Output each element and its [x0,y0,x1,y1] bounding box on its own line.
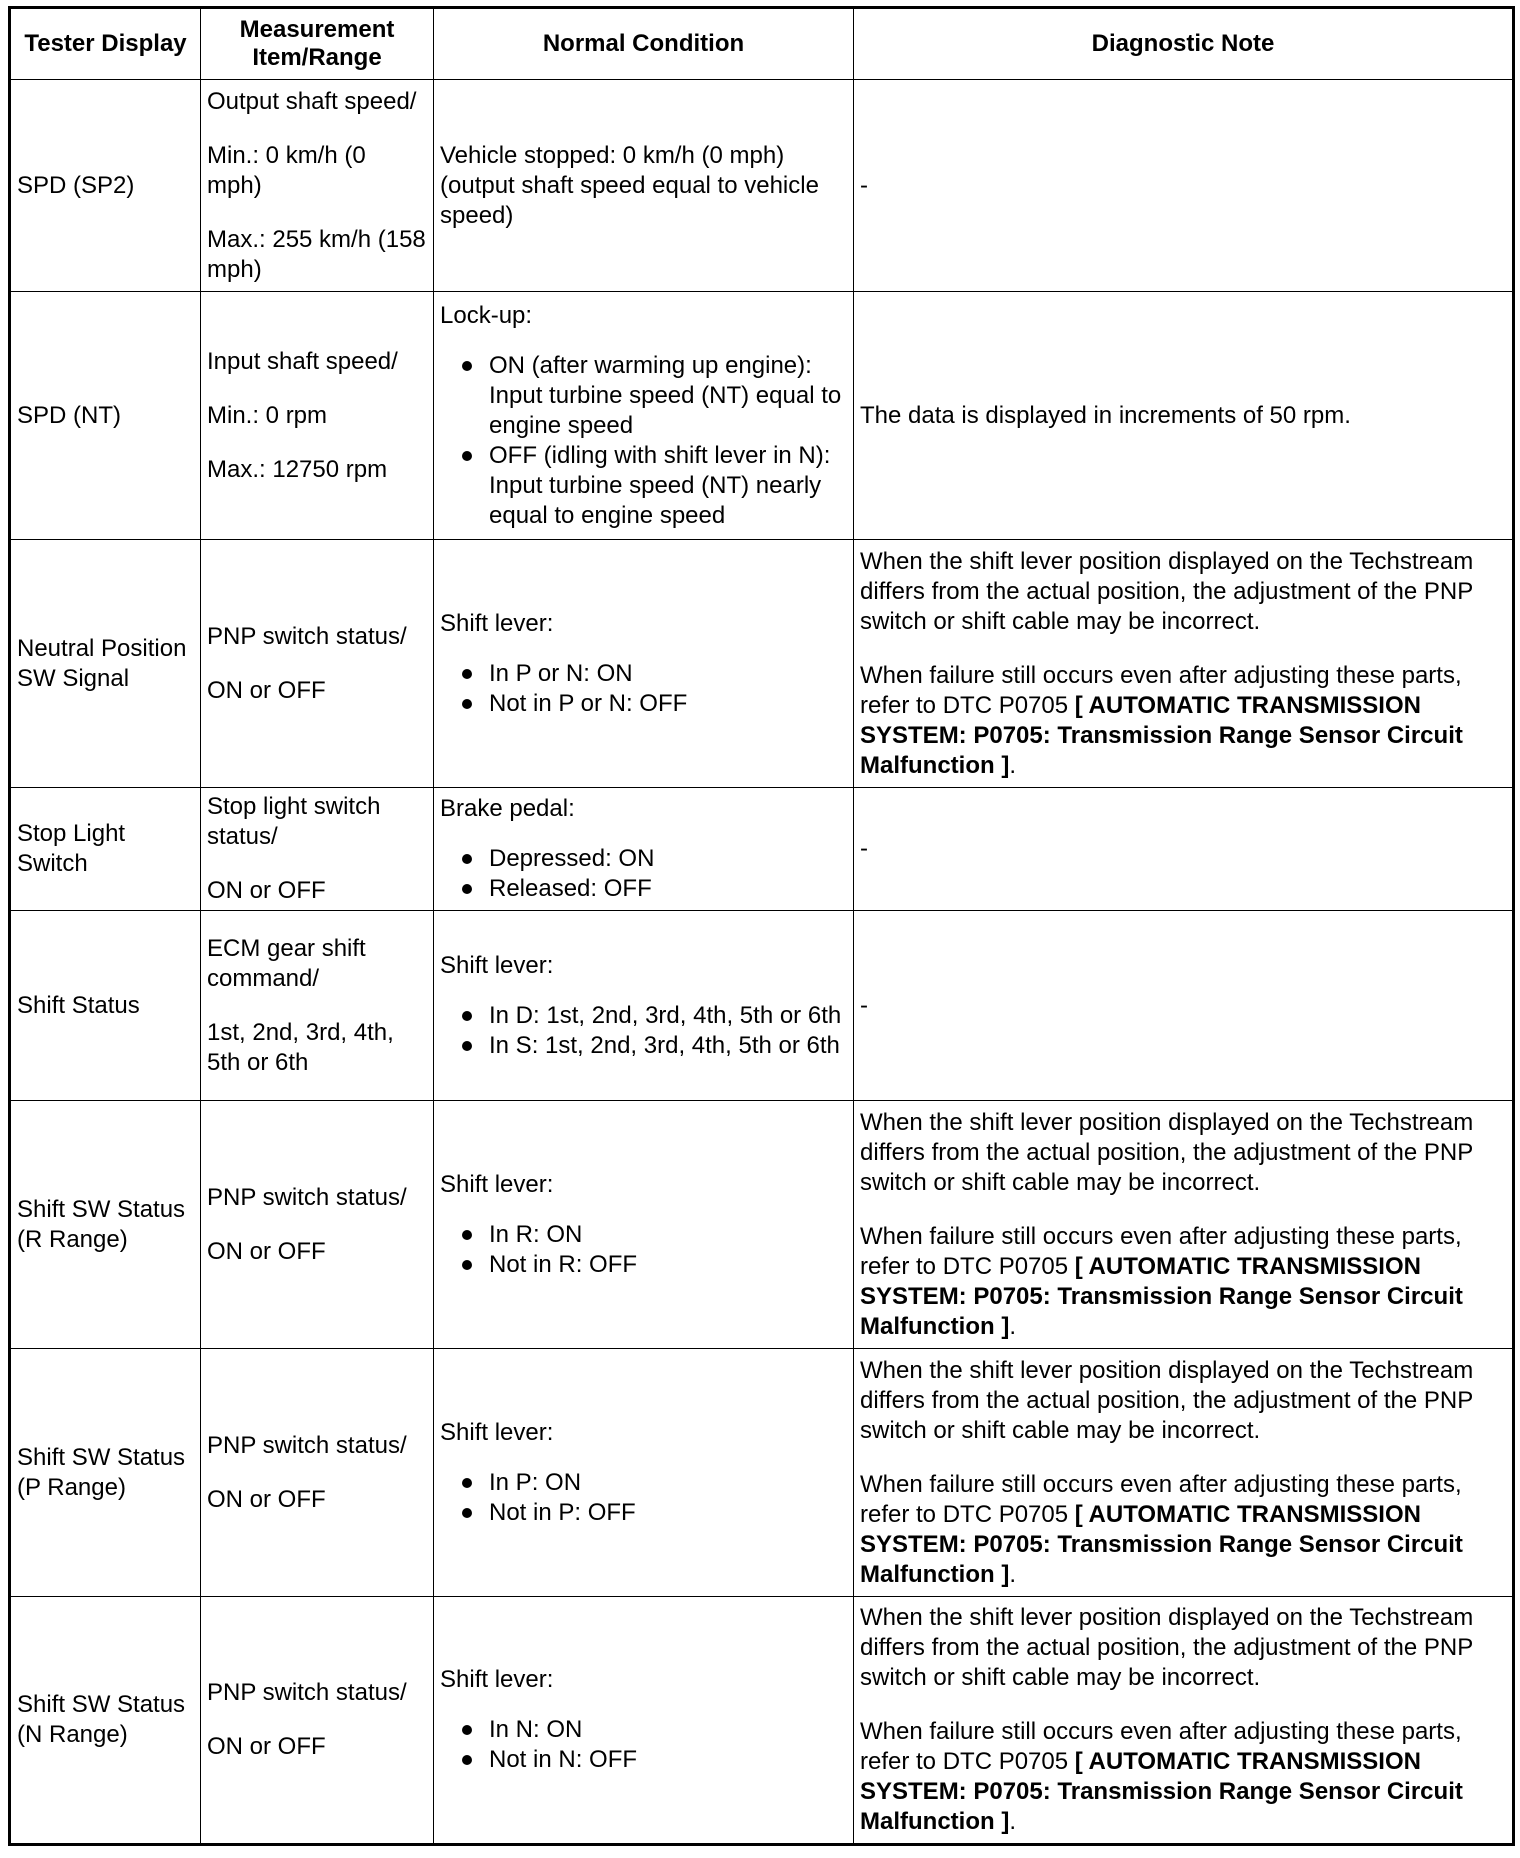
condition-item: In P or N: ON [440,659,847,689]
condition-cell [434,540,854,788]
condition-intro: Shift lever: [440,951,554,979]
note-cell [854,540,1514,788]
tester-display-cell: Shift Status [10,911,201,1101]
note-end: . [1009,1312,1016,1340]
note-text: When failure still occurs even after adjusting these parts, refer to DTC P0705 [860,1470,1462,1528]
note-paragraph: When the shift lever position displayed on the Techstream differs from the actual position, the adjustment of the PNP switch or shift cable may be incorrect. [860,1604,1474,1691]
note-text: When failure still occurs even after adjusting these parts, refer to DTC P0705 [860,1718,1462,1775]
range-item: PNP switch status/ [207,622,407,650]
condition-list [440,351,847,531]
condition-intro: Lock-up: [440,301,533,329]
condition-cell [434,1101,854,1349]
note-paragraph: When the shift lever position displayed on the Techstream differs from the actual position, the adjustment of the PNP switch or shift cable may be incorrect. [860,547,1474,635]
range-item: PNP switch status/ [207,1431,407,1459]
range-item: ECM gear shift command/ [207,934,366,992]
note-paragraph: When the shift lever position displayed on the Techstream differs from the actual position, the adjustment of the PNP switch or shift cable may be incorrect. [860,1108,1474,1196]
tester-display-cell: Shift SW Status (R Range) [10,1101,201,1349]
table-row [10,292,1514,540]
note-end: . [1009,751,1016,779]
condition-item: Depressed: ON [440,844,847,874]
condition-cell [434,788,854,911]
range-item: Input shaft speed/ [207,347,398,375]
note-paragraph [860,1470,1506,1590]
condition-item: In N: ON [440,1715,847,1745]
range-item: Min.: 0 km/h (0 mph) [207,141,366,199]
note-cell: The data is displayed in increments of 50 rpm. [854,292,1514,540]
measurement-cell [201,911,434,1101]
range-item: 1st, 2nd, 3rd, 4th, 5th or 6th [207,1018,394,1076]
measurement-cell [201,540,434,788]
condition-item: In R: ON [440,1220,847,1250]
condition-cell [434,911,854,1101]
table-row [10,1597,1514,1845]
condition-list [440,659,847,719]
condition-intro: Shift lever: [440,609,554,637]
tester-display-cell: Neutral Position SW Signal [10,540,201,788]
condition-item: In S: 1st, 2nd, 3rd, 4th, 5th or 6th [440,1031,847,1061]
range-item: ON or OFF [207,1237,326,1265]
condition-list [440,1220,847,1280]
range-item: Max.: 255 km/h (158 mph) [207,225,426,283]
tester-display-cell: Shift SW Status (N Range) [10,1597,201,1845]
range-item: Max.: 12750 rpm [207,455,388,483]
range-item: ON or OFF [207,1485,326,1513]
header-row [10,8,1514,80]
note-paragraph: When the shift lever position displayed on the Techstream differs from the actual position, the adjustment of the PNP switch or shift cable may be incorrect. [860,1356,1474,1444]
measurement-cell [201,292,434,540]
dtc-reference-link[interactable]: [ AUTOMATIC TRANSMISSION SYSTEM: P0705: Transmission Range Sensor Circuit Malfunction ] [860,1748,1463,1835]
tester-display-cell: SPD (NT) [10,292,201,540]
measurement-cell [201,1101,434,1349]
note-cell: - [854,788,1514,911]
condition-item: Released: OFF [440,874,847,904]
header-diagnostic-note: Diagnostic Note [854,8,1514,80]
table-row [10,911,1514,1101]
condition-cell [434,80,854,292]
note-cell [854,1349,1514,1597]
range-item: Min.: 0 rpm [207,401,328,429]
condition-list [440,1715,847,1775]
range-item: Stop light switch status/ [207,793,381,850]
table-row [10,1101,1514,1349]
condition-item: In P: ON [440,1468,847,1498]
note-end: . [1009,1808,1016,1835]
condition-intro: Shift lever: [440,1170,554,1198]
range-item: Output shaft speed/ [207,87,417,115]
condition-intro: Vehicle stopped: 0 km/h (0 mph) (output shaft speed equal to vehicle speed) [440,141,819,229]
tester-display-cell: Shift SW Status (P Range) [10,1349,201,1597]
range-item: PNP switch status/ [207,1183,407,1211]
range-item: ON or OFF [207,877,326,904]
note-cell [854,1101,1514,1349]
note-cell: - [854,911,1514,1101]
measurement-cell [201,1349,434,1597]
table-row [10,80,1514,292]
condition-list [440,1001,847,1061]
tester-display-cell: Stop Light Switch [10,788,201,911]
table-row [10,540,1514,788]
condition-item: Not in R: OFF [440,1250,847,1280]
condition-item: ON (after warming up engine): Input turbine speed (NT) equal to engine speed [440,351,847,441]
condition-intro: Shift lever: [440,1418,554,1446]
condition-cell [434,292,854,540]
dtc-reference-link[interactable]: [ AUTOMATIC TRANSMISSION SYSTEM: P0705: Transmission Range Sensor Circuit Malfunction ] [860,1252,1463,1340]
note-paragraph [860,1717,1506,1837]
note-cell [854,1597,1514,1845]
condition-list [440,844,847,904]
condition-cell [434,1349,854,1597]
condition-cell [434,1597,854,1845]
note-text: When failure still occurs even after adjusting these parts, refer to DTC P0705 [860,1222,1462,1280]
range-item: ON or OFF [207,1733,326,1760]
data-list-table [8,6,1515,1846]
note-paragraph [860,1222,1506,1342]
condition-intro: Brake pedal: [440,795,575,822]
note-text: When failure still occurs even after adjusting these parts, refer to DTC P0705 [860,661,1462,719]
measurement-cell [201,1597,434,1845]
header-measurement-item: Measurement Item/Range [201,8,434,80]
header-normal-condition: Normal Condition [434,8,854,80]
dtc-reference-link[interactable]: [ AUTOMATIC TRANSMISSION SYSTEM: P0705: Transmission Range Sensor Circuit Malfunction ] [860,691,1463,779]
table-row [10,788,1514,911]
range-item: ON or OFF [207,676,326,704]
condition-item: Not in P or N: OFF [440,689,847,719]
condition-list [440,1468,847,1528]
note-end: . [1009,1560,1016,1588]
condition-item: Not in P: OFF [440,1498,847,1528]
range-item: PNP switch status/ [207,1679,407,1706]
condition-item: In D: 1st, 2nd, 3rd, 4th, 5th or 6th [440,1001,847,1031]
condition-item: OFF (idling with shift lever in N): Input turbine speed (NT) nearly equal to engine speed [440,441,847,531]
condition-intro: Shift lever: [440,1666,554,1693]
note-cell: - [854,80,1514,292]
condition-item: Not in N: OFF [440,1745,847,1775]
table-row [10,1349,1514,1597]
measurement-cell [201,80,434,292]
dtc-reference-link[interactable]: [ AUTOMATIC TRANSMISSION SYSTEM: P0705: Transmission Range Sensor Circuit Malfunction ] [860,1500,1463,1588]
header-tester-display: Tester Display [10,8,201,80]
measurement-cell [201,788,434,911]
note-paragraph [860,661,1506,781]
tester-display-cell: SPD (SP2) [10,80,201,292]
